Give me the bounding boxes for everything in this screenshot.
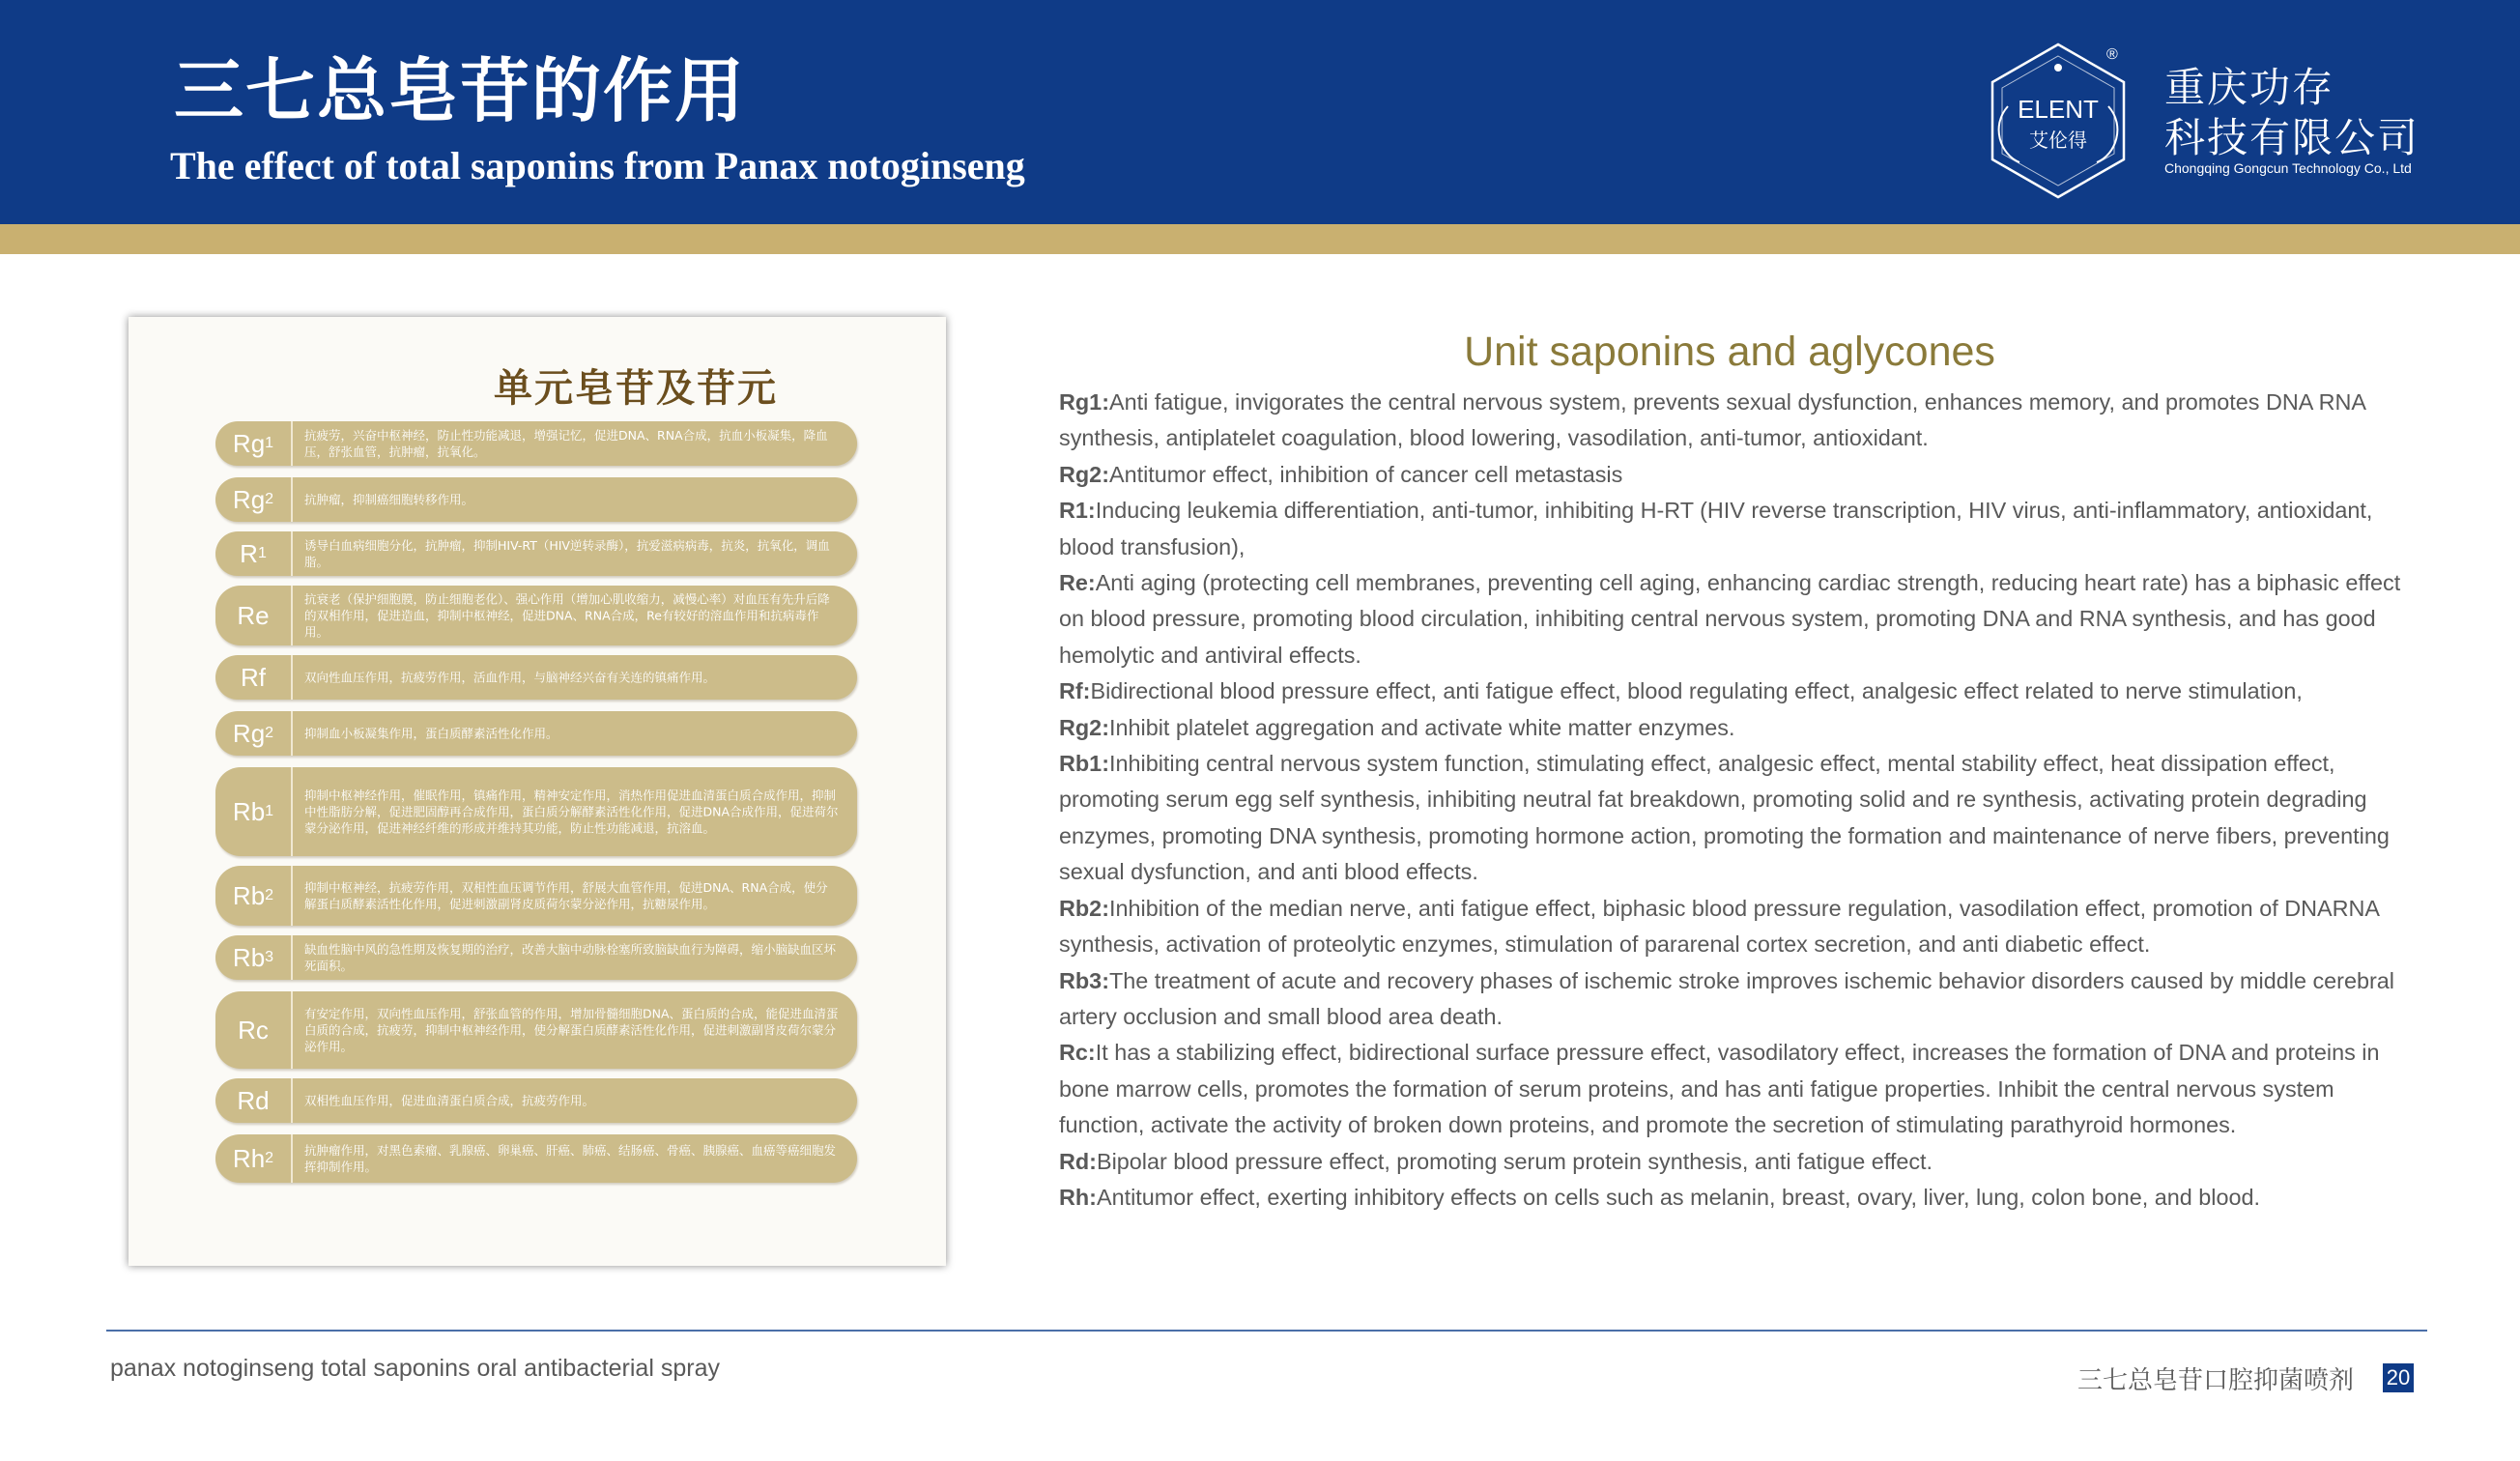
effect-entry-text: Inhibition of the median nerve, anti fatigue effect, biphasic blood pressure regulation, vasodilation effect, promotion of DNARNA synthesis, activation of proteolytic enzymes, stimulation of pararenal cortex secretion, and anti diabetic effect. [1059, 895, 2379, 958]
saponin-effects-list [1059, 385, 2402, 1216]
saponin-row-list [215, 317, 859, 1266]
effect-entry-text: Anti aging (protecting cell membranes, preventing cell aging, enhancing cardiac strength, reducing heart rate) has a biphasic effect on blood pressure, promoting blood circulation, inhibiting central nervous system, promoting DNA and RNA synthesis, and has good hemolytic and antiviral effects. [1059, 570, 2401, 668]
saponin-row-name-subscript: 1 [257, 545, 267, 561]
picture-title: 单元皂苷及苷元 [494, 365, 778, 411]
effect-entry [1059, 385, 2402, 457]
saponin-row-desc: 有安定作用，双向性血压作用，舒张血管的作用，增加骨髓细胞DNA、蛋白质的合成，能促进血清蛋白质的合成，抗疲劳，抑制中枢神经作用，使分解蛋白质酵素活性化作用，促进刺激副肾皮荷尔蒙分泌作用。 [304, 1006, 839, 1054]
saponin-row-name-subscript: 2 [265, 491, 274, 507]
saponin-row-name [215, 991, 293, 1069]
logo-wordmark: ELENT [2018, 95, 2099, 124]
saponin-row [215, 991, 857, 1069]
saponin-row-name-text: Rc [238, 1015, 269, 1045]
effect-entry [1059, 1035, 2402, 1143]
saponin-row [215, 477, 857, 522]
saponin-row-name-text: Rg [232, 428, 266, 458]
saponin-row [215, 711, 857, 756]
company-name-cn-line1: 重庆功存 [2164, 64, 2335, 111]
saponin-row-desc: 抗疲劳，兴奋中枢神经，防止性功能减退，增强记忆，促进DNA、RNA合成，抗血小板凝集，降血压，舒张血管，抗肿瘤，抗氧化。 [304, 428, 828, 459]
effect-entry-label: Rb1: [1059, 751, 1109, 777]
saponin-row-name-subscript: 3 [265, 949, 274, 965]
effect-entry-label: Rh: [1059, 1184, 1097, 1210]
effect-entry-label: Rg2: [1059, 714, 1109, 740]
effect-entry-text: The treatment of acute and recovery phases of ischemic stroke improves ischemic behavior disorders caused by middle cerebral artery occlusion and small blood area death. [1059, 967, 2394, 1029]
footer-product-cn: 三七总皂苷口腔抑菌喷剂 [2077, 1366, 2355, 1395]
effect-entry-text: Bipolar blood pressure effect, promoting serum protein synthesis, anti fatigue effect. [1096, 1148, 1933, 1174]
saponin-row-name [215, 866, 293, 926]
effect-entry [1059, 493, 2402, 565]
saponin-row-name-text: Rd [237, 1085, 270, 1115]
effect-entry-label: Rf: [1059, 678, 1091, 704]
company-name-cn-line2: 科技有限公司 [2164, 114, 2420, 161]
saponin-row-name-text: Rh [232, 1143, 266, 1173]
saponin-row-desc: 抑制中枢神经作用，催眠作用，镇痛作用，精神安定作用，消热作用促进血清蛋白质合成作用，抑制中性脂肪分解，促进肥固醇再合成作用，蛋白质分解酵素活性化作用，促进DNA合成作用，促进荷尔蒙分泌作用，促进神经纤维的形成并维持其功能，防止性功能减退，抗溶血。 [304, 788, 839, 836]
section-heading: Unit saponins and aglycones [1464, 329, 1995, 375]
effect-entry [1059, 1180, 2402, 1216]
saponin-row-name-text: Rb [232, 796, 266, 826]
saponin-row-name [215, 767, 293, 856]
saponin-row-desc: 抑制血小板凝集作用，蛋白质酵素活性化作用。 [304, 726, 558, 741]
saponin-row-name-text: R [240, 538, 258, 568]
effect-entry-label: Rd: [1059, 1148, 1097, 1174]
effect-entry [1059, 891, 2402, 963]
saponin-row [215, 1134, 857, 1183]
logo-wordmark-cn: 艾伦得 [2029, 129, 2087, 152]
effect-entry-label: Rb2: [1059, 895, 1109, 921]
saponin-row-name [215, 1078, 293, 1123]
effect-entry [1059, 746, 2402, 891]
effect-entry-text: Inducing leukemia differentiation, anti-tumor, inhibiting H-RT (HIV reverse transcription, HIV virus, anti-inflammatory, antioxidant, blood transfusion), [1059, 498, 2373, 559]
saponin-row-desc: 抗衰老（保护细胞膜，防止细胞老化）、强心作用（增加心肌收缩力，减慢心率）对血压有先升后降的双相作用，促进造血，抑制中枢神经，促进DNA、RNA合成，Re有较好的溶血作用和抗病毒作用。 [304, 591, 830, 640]
effect-entry-text: Antitumor effect, inhibition of cancer cell metastasis [1108, 461, 1623, 487]
page-title-en: The effect of total saponins from Panax notoginseng [170, 144, 1025, 187]
saponin-row [215, 935, 857, 980]
saponin-row-name-subscript: 2 [265, 725, 274, 741]
registered-mark: ® [2106, 46, 2118, 63]
effect-entry-label: Rg2: [1059, 461, 1109, 487]
effect-entry-label: Re: [1059, 570, 1096, 596]
saponin-row [215, 586, 857, 645]
page-number: 20 [2383, 1363, 2414, 1392]
saponin-row-name-text: Rb [232, 942, 266, 972]
page-title-cn: 三七总皂苷的作用 [174, 50, 747, 131]
gold-divider-band [0, 224, 2520, 254]
saponin-row-name [215, 655, 293, 700]
saponin-row-desc: 抗肿瘤作用，对黑色素瘤、乳腺癌、卵巢癌、肝癌、肺癌、结肠癌、骨癌、胰腺癌、血癌等癌细胞发挥抑制作用。 [304, 1143, 837, 1174]
saponin-row-name [215, 1134, 293, 1183]
effect-entry [1059, 963, 2402, 1036]
saponin-row [215, 531, 857, 576]
effect-entry-text: Antitumor effect, exerting inhibitory effects on cells such as melanin, breast, ovary, liver, lung, colon bone, and blood. [1096, 1184, 2260, 1210]
saponin-row-name-subscript: 1 [265, 435, 274, 451]
saponin-row-name [215, 711, 293, 756]
effect-entry [1059, 673, 2402, 709]
effect-entry-text: Inhibiting central nervous system function, stimulating effect, analgesic effect, mental stability effect, heat dissipation effect, promoting serum egg self synthesis, inhibiting neutral fat breakdown, promoting solid and re synthesis, activating protein degrading enzymes, promoting DNA synthesis, promoting hormone action, promoting the formation and maintenance of nerve fibers, preventing sexual dysfunction, and anti blood effects. [1059, 751, 2390, 885]
saponin-row-name [215, 935, 293, 980]
effect-entry-text: Inhibit platelet aggregation and activate white matter enzymes. [1108, 714, 1735, 740]
effect-entry [1059, 710, 2402, 746]
saponin-row [215, 1078, 857, 1123]
saponin-row-desc: 缺血性脑中风的急性期及恢复期的治疗，改善大脑中动脉栓塞所致脑缺血行为障碍，缩小脑缺血区坏死面积。 [304, 942, 837, 973]
saponin-row-name [215, 531, 293, 576]
saponin-table-picture [129, 317, 946, 1266]
saponin-row-name [215, 421, 293, 466]
saponin-row-name-text: Rg [232, 718, 266, 748]
saponin-row-name-subscript: 2 [265, 887, 274, 903]
saponin-row-name-subscript: 1 [265, 803, 274, 819]
effect-entry-text: Bidirectional blood pressure effect, anti fatigue effect, blood regulating effect, analgesic effect related to nerve stimulation, [1090, 678, 2303, 704]
saponin-row [215, 655, 857, 700]
effect-entry [1059, 1144, 2402, 1180]
effect-entry [1059, 565, 2402, 673]
effect-entry-text: It has a stabilizing effect, bidirectional surface pressure effect, vasodilatory effect, increases the formation of DNA and proteins in bone marrow cells, promotes the formation of serum proteins, and has anti fatigue properties. Inhibit the central nervous system function, activate the activity of broken down proteins, and promote the secretion of stimulating parathyroid hormones. [1059, 1040, 2380, 1138]
effect-entry-label: Rg1: [1059, 389, 1109, 415]
effect-entry-label: Rc: [1059, 1040, 1096, 1066]
saponin-row [215, 767, 857, 856]
footer-divider [106, 1330, 2427, 1332]
effect-entry [1059, 457, 2402, 493]
saponin-row-desc: 双相性血压作用，促进血清蛋白质合成，抗疲劳作用。 [304, 1093, 595, 1108]
saponin-row-desc: 双向性血压作用，抗疲劳作用，活血作用，与脑神经兴奋有关连的镇痛作用。 [304, 670, 716, 685]
saponin-row [215, 866, 857, 926]
saponin-row-desc: 抗肿瘤，抑制癌细胞转移作用。 [304, 492, 474, 507]
saponin-row-name [215, 477, 293, 522]
saponin-row [215, 421, 857, 466]
saponin-row-name [215, 586, 293, 645]
effect-entry-label: Rb3: [1059, 967, 1109, 993]
saponin-row-name-text: Rf [241, 662, 266, 692]
saponin-row-name-text: Re [237, 600, 270, 630]
saponin-row-name-text: Rb [232, 880, 266, 910]
saponin-row-desc: 抑制中枢神经，抗疲劳作用，双相性血压调节作用，舒展大血管作用，促进DNA、RNA合成，使分解蛋白质酵素活性化作用，促进刺激副肾皮质荷尔蒙分泌作用，抗糖尿作用。 [304, 880, 828, 911]
effect-entry-label: R1: [1059, 498, 1096, 524]
footer-product-en: panax notoginseng total saponins oral antibacterial spray [110, 1355, 720, 1382]
company-name-en: Chongqing Gongcun Technology Co., Ltd [2164, 160, 2412, 176]
saponin-row-name-text: Rg [232, 484, 266, 514]
saponin-row-desc: 诱导白血病细胞分化，抗肿瘤，抑制HIV-RT（HIV逆转录酶），抗爱滋病病毒，抗炎，抗氧化，调血脂。 [304, 538, 830, 569]
effect-entry-text: Anti fatigue, invigorates the central nervous system, prevents sexual dysfunction, enhances memory, and promotes DNA RNA synthesis, antiplatelet coagulation, blood lowering, vasodilation, anti-tumor, antioxidant. [1059, 389, 2365, 451]
saponin-row-name-subscript: 2 [265, 1150, 274, 1166]
